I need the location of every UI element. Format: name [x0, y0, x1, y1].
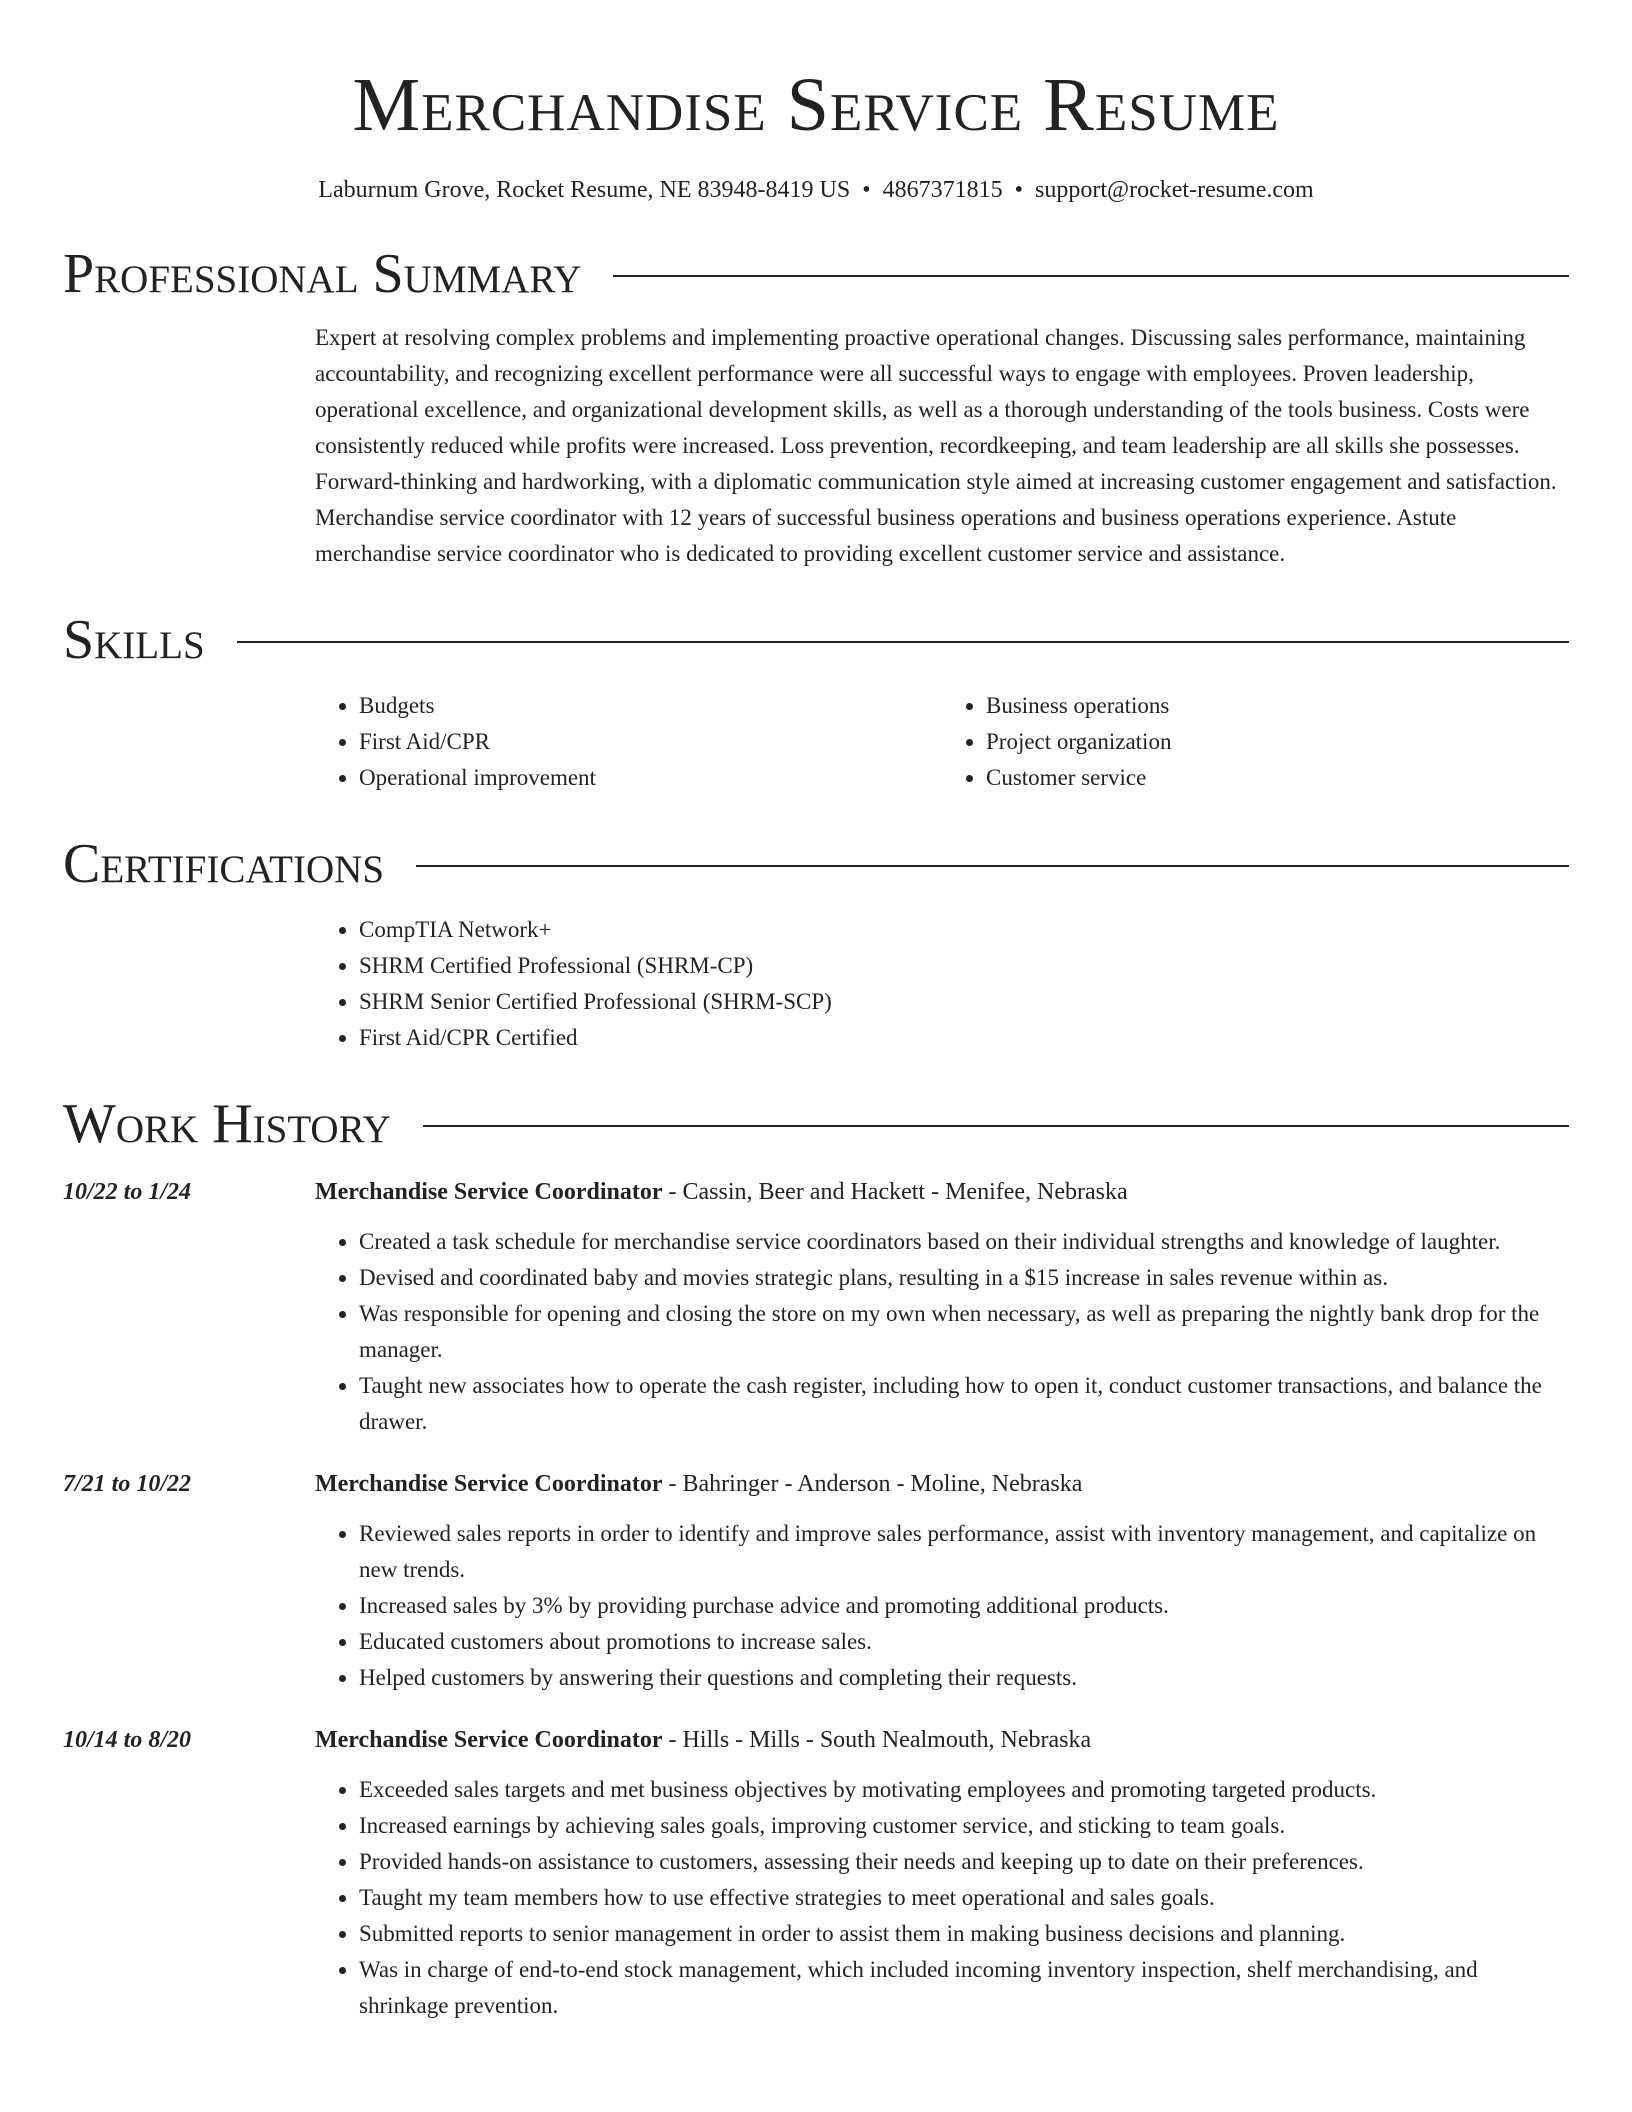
job-bullet: • Educated customers about promotions to increase sales. [359, 1624, 1569, 1660]
certifications-section-title: Certifications [63, 833, 385, 895]
job-header [63, 1174, 1569, 1210]
skill-item: • Business operations [986, 688, 1569, 724]
job-company: - Cassin, Beer and Hackett - Menifee, Nebraska [662, 1179, 1128, 1205]
skills-section-title: Skills [63, 609, 205, 671]
contact-separator: • [862, 177, 871, 203]
certifications-list [315, 912, 1569, 1056]
job-bullets [315, 1772, 1569, 2024]
skill-item: • Customer service [986, 760, 1569, 796]
job-dates: 10/14 to 8/20 [63, 1727, 192, 1753]
contact-phone: 4867371815 [882, 177, 1003, 203]
summary-text: Expert at resolving complex problems and implementing proactive operational changes. Discussing sales performance, maintaining accountability, and recognizing excellent performance were all successful ways to engage with employees. Proven leadership, operational excellence, and organizational development skills, as well as a thorough understanding of the tools business. Costs were consistently reduced while profits were increased. Loss prevention, recordkeeping, and team leadership are all skills she possesses. Forward-thinking and hardworking, with a diplomatic communication style aimed at increasing customer engagement and satisfaction. Merchandise service coordinator with 12 years of successful business operations and business operations experience. Astute merchandise service coordinator who is dedicated to providing excellent customer service and assistance. [315, 325, 1557, 566]
job-bullet: • Submitted reports to senior management in order to assist them in making business decisions and planning. [359, 1916, 1569, 1952]
contact-separator: • [1014, 177, 1024, 203]
job-header [63, 1722, 1569, 1758]
job-bullet: • Reviewed sales reports in order to identify and improve sales performance, assist with inventory management, and capitalize on new trends. [359, 1516, 1569, 1588]
section-divider [237, 641, 1569, 643]
work-history-list [63, 1174, 1569, 2024]
section-divider [613, 275, 1569, 277]
job-company: - Bahringer - Anderson - Moline, Nebraska [662, 1471, 1083, 1497]
skills-column-right [942, 688, 1569, 796]
skill-item: • Operational improvement [359, 760, 942, 796]
job-entry [63, 1466, 1569, 1696]
skill-item: • First Aid/CPR [359, 724, 942, 760]
section-divider [416, 865, 1569, 867]
job-header [63, 1466, 1569, 1502]
work-section-header [63, 1092, 1569, 1156]
summary-section-title: Professional Summary [63, 243, 582, 305]
job-heading [315, 1722, 1091, 1758]
job-bullet: • Helped customers by answering their questions and completing their requests. [359, 1660, 1569, 1696]
job-bullet: • Created a task schedule for merchandise service coordinators based on their individual strengths and knowledge of laughter. [359, 1224, 1569, 1260]
contact-email: support@rocket-resume.com [1035, 177, 1314, 203]
job-title: Merchandise Service Coordinator [315, 1471, 663, 1497]
section-divider [423, 1125, 1569, 1127]
job-dates: 10/22 to 1/24 [63, 1179, 192, 1205]
job-bullets [315, 1224, 1569, 1440]
skills-list [315, 688, 1569, 796]
job-bullet: • Increased sales by 3% by providing purchase advice and promoting additional products. [359, 1588, 1569, 1624]
job-bullet: • Taught new associates how to operate the cash register, including how to open it, conduct customer transactions, and balance the drawer. [359, 1368, 1569, 1440]
job-entry [63, 1722, 1569, 2024]
job-bullet: • Increased earnings by achieving sales goals, improving customer service, and sticking to team goals. [359, 1808, 1569, 1844]
job-title: Merchandise Service Coordinator [315, 1727, 663, 1753]
job-bullet: • Taught my team members how to use effective strategies to meet operational and sales goals. [359, 1880, 1569, 1916]
certification-item: • CompTIA Network+ [359, 912, 1569, 948]
contact-line [63, 174, 1569, 206]
job-bullet: • Provided hands-on assistance to customers, assessing their needs and keeping up to date on their preferences. [359, 1844, 1569, 1880]
work-section-title: Work History [63, 1093, 391, 1155]
skill-item: • Budgets [359, 688, 942, 724]
resume-name: Merchandise Service Resume [352, 63, 1280, 147]
certification-item: • SHRM Senior Certified Professional (SHRM-SCP) [359, 984, 1569, 1020]
job-dates: 7/21 to 10/22 [63, 1471, 192, 1497]
certification-item: • First Aid/CPR Certified [359, 1020, 1569, 1056]
job-bullet: • Was responsible for opening and closing the store on my own when necessary, as well as preparing the nightly bank drop for the manager. [359, 1296, 1569, 1368]
job-heading [315, 1466, 1082, 1502]
job-title: Merchandise Service Coordinator [315, 1179, 663, 1205]
job-entry [63, 1174, 1569, 1440]
job-bullet: • Devised and coordinated baby and movies strategic plans, resulting in a $15 increase in sales revenue within as. [359, 1260, 1569, 1296]
certification-item: • SHRM Certified Professional (SHRM-CP) [359, 948, 1569, 984]
job-bullets [315, 1516, 1569, 1696]
certifications-section-header [63, 832, 1569, 896]
summary-section-header [63, 242, 1569, 306]
skill-item: • Project organization [986, 724, 1569, 760]
job-heading [315, 1174, 1128, 1210]
skills-section-header [63, 608, 1569, 672]
job-company: - Hills - Mills - South Nealmouth, Nebraska [662, 1727, 1092, 1753]
job-bullet: • Exceeded sales targets and met business objectives by motivating employees and promoting targeted products. [359, 1772, 1569, 1808]
contact-address: Laburnum Grove, Rocket Resume, NE 83948-8419 US [318, 177, 851, 203]
job-bullet: • Was in charge of end-to-end stock management, which included incoming inventory inspection, shelf merchandising, and shrinkage prevention. [359, 1952, 1569, 2024]
skills-column-left [315, 688, 942, 796]
